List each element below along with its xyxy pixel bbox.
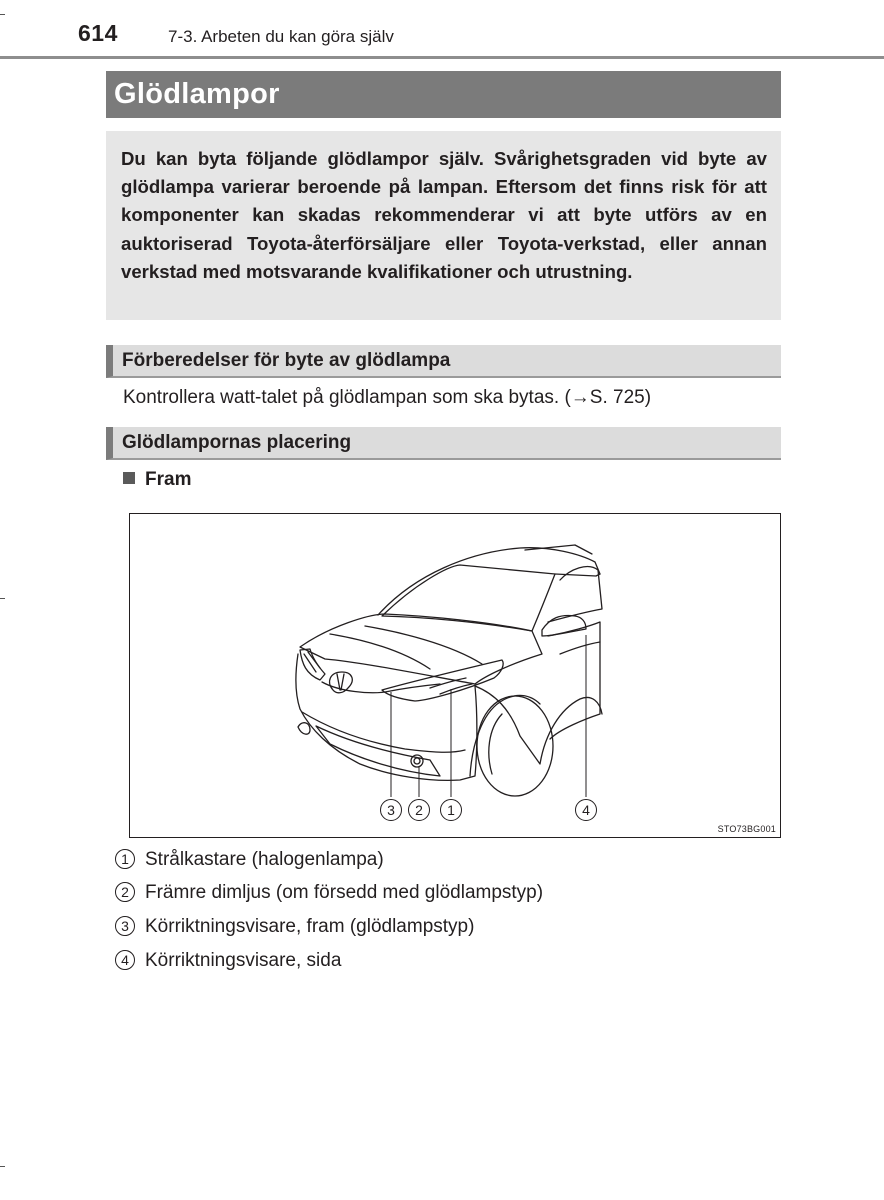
intro-box: [106, 131, 781, 320]
header-rule: [0, 56, 884, 59]
legend-item-2: [115, 882, 543, 904]
page-title: Glödlampor: [106, 71, 781, 118]
car-figure: [129, 513, 781, 838]
legend-item-3: [115, 916, 474, 938]
legend-number-2: 2: [115, 882, 135, 902]
figure-callout-2: 2: [408, 799, 430, 821]
legend-number-1: 1: [115, 849, 135, 869]
square-bullet-icon: [123, 472, 135, 484]
crop-mark-bottom: [0, 1166, 5, 1167]
legend-text-2: Främre dimljus (om försedd med glödlampstyp): [145, 882, 544, 903]
legend-text-4: Körriktningsvisare, sida: [145, 950, 342, 971]
legend-number-3: 3: [115, 916, 135, 936]
legend-text-3: Körriktningsvisare, fram (glödlampstyp): [145, 916, 475, 937]
intro-text: Du kan byta följande glödlampor själv. Svårighetsgraden vid byte av glödlampa varierar beroende på lampan. Eftersom det finns risk för att komponenter kan skadas rekommenderar vi att byte utförs av en auktoriserad Toyota-återförsäljare eller Toyota-verkstad, eller annan verkstad med motsvarande kvalifikationer och utrustning.: [121, 148, 767, 282]
legend-item-1: [115, 849, 384, 871]
page-number: 614: [78, 20, 118, 46]
legend-item-4: [115, 950, 341, 972]
crop-mark-top: [0, 14, 5, 15]
section-heading-placement: Glödlampornas placering: [106, 427, 781, 460]
legend-number-4: 4: [115, 950, 135, 970]
subheading-front: [123, 469, 191, 491]
crop-mark-mid: [0, 598, 5, 599]
callout-leader-lines: [130, 514, 780, 837]
running-head: 7-3. Arbeten du kan göra själv: [168, 27, 394, 46]
legend-text-1: Strålkastare (halogenlampa): [145, 849, 384, 870]
figure-callout-1: 1: [440, 799, 462, 821]
subheading-front-label: Fram: [145, 469, 192, 490]
figure-code: STO73BG001: [717, 824, 776, 834]
preparation-text: Kontrollera watt-talet på glödlampan som ska bytas. (→S. 725): [123, 387, 652, 408]
figure-callout-4: 4: [575, 799, 597, 821]
figure-callout-3: 3: [380, 799, 402, 821]
section-heading-preparation: Förberedelser för byte av glödlampa: [106, 345, 781, 378]
